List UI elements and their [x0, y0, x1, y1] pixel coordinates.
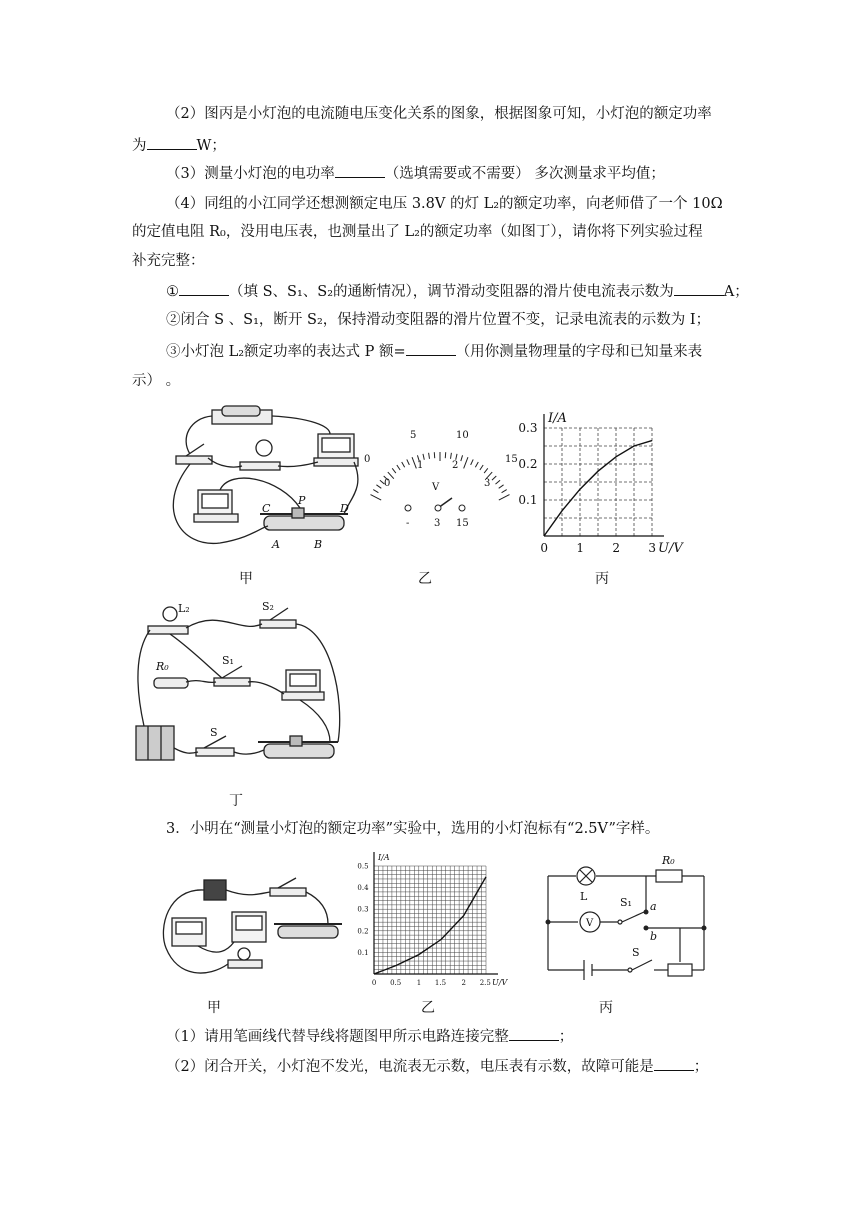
dial-tick	[392, 468, 396, 473]
caption-ding: 丁	[229, 793, 243, 809]
dial-tick	[464, 457, 468, 468]
caption-bing-2: 丙	[599, 1000, 613, 1016]
answer-blank	[509, 1026, 559, 1041]
y-axis-label: I/A	[548, 411, 567, 426]
answer-blank	[654, 1056, 694, 1071]
label-c: C	[262, 502, 271, 515]
p3-q2-text-b: ；	[693, 1059, 709, 1075]
q4-line1: （4）同组的小江同学还想测额定电压 3.8V 的灯 L₂的额定功率，向老师借了一个 10Ω	[166, 196, 723, 212]
schematic-label-s1: S₁	[620, 896, 632, 909]
answer-blank	[147, 135, 197, 150]
data-curve	[374, 877, 486, 974]
dial-tick	[480, 465, 483, 470]
label-s: S	[210, 726, 218, 739]
y-tick-label: 0.5	[357, 862, 369, 871]
step3-text-b: （用你测量物理量的字母和已知量来表	[455, 344, 703, 360]
dial-bottom-tick-2: 2	[452, 460, 459, 471]
label-b: B	[314, 538, 323, 551]
dial-tick	[402, 462, 405, 467]
p3-q1-text-a: （1）请用笔画线代替导线将题图甲所示电路连接完整	[166, 1029, 509, 1045]
p3-q2-text-a: （2）闭合开关，小灯泡不发光，电流表无示数，电压表有示数，故障可能是	[166, 1059, 654, 1075]
label-p: P	[298, 494, 306, 507]
x-tick-label: 0	[371, 979, 377, 987]
circuit-figure-jia	[160, 398, 360, 558]
x-axis-label: U/V	[658, 541, 683, 556]
q2-line1: （2）图丙是小灯泡的电流随电压变化关系的图象，根据图象可知，小灯泡的额定功率	[166, 106, 712, 122]
q4-line3: 补充完整：	[132, 253, 205, 269]
dial-tick	[423, 454, 424, 460]
voltmeter-dial-figure	[360, 420, 520, 540]
dial-tick	[471, 459, 474, 464]
schematic-label-v: V	[586, 918, 594, 929]
dial-tick	[412, 457, 416, 468]
dial-bottom-tick-1: 1	[417, 460, 424, 471]
y-tick-label: 0.3	[518, 421, 538, 436]
label-d: D	[340, 502, 349, 515]
answer-blank	[335, 163, 385, 178]
dial-tick	[495, 480, 500, 484]
step1-text-c: A；	[723, 284, 749, 300]
terminal-3: 3	[434, 518, 441, 529]
dial-tick	[376, 485, 381, 488]
label-l2: L₂	[178, 602, 190, 615]
y-tick-label: 0.2	[518, 457, 538, 472]
q2-text-a: 为	[132, 138, 147, 154]
dial-tick	[371, 495, 382, 500]
x-axis-label: U/V	[492, 978, 508, 987]
dial-top-tick-5: 5	[410, 430, 417, 441]
y-tick-label: 0.3	[357, 905, 369, 914]
dial-tick	[499, 495, 510, 500]
q3-text-a: （3）测量小灯泡的电功率	[166, 166, 335, 182]
label-s1: S₁	[222, 654, 234, 667]
x-tick-label: 3	[648, 541, 657, 555]
circuit-figure-jia-2	[158, 868, 348, 988]
y-axis-label: I/A	[378, 853, 390, 862]
dial-tick	[451, 453, 452, 459]
step1-text-b: （填 S、S₁、S₂的通断情况），调节滑动变阻器的滑片使电流表示数为	[229, 284, 674, 300]
x-tick-label: 0	[540, 541, 549, 555]
caption-yi-2: 乙	[421, 1000, 435, 1016]
step1-text-a: ①	[166, 284, 179, 300]
y-tick-label: 0.1	[357, 948, 369, 957]
caption-jia: 甲	[239, 571, 253, 587]
schematic-label-l: L	[580, 890, 588, 903]
schematic-label-a: a	[650, 900, 657, 913]
dial-tick	[397, 465, 400, 470]
dial-top-tick-0: 0	[364, 454, 371, 465]
x-tick-label: 2	[612, 541, 621, 555]
y-tick-label: 0.1	[518, 493, 538, 508]
caption-bing: 丙	[595, 571, 609, 587]
problem3-title: 3．小明在“测量小灯泡的额定功率”实验中，选用的小灯泡标有“2.5V”字样。	[166, 821, 660, 837]
dial-tick	[502, 490, 507, 493]
step2-line: ②闭合 S 、S₁，断开 S₂，保持滑动变阻器的滑片位置不变，记录电流表的示数为 I；	[166, 312, 711, 328]
dial-tick	[499, 485, 504, 488]
step3-text-a: ③小灯泡 L₂额定功率的表达式 P 额=	[166, 344, 406, 360]
terminal-minus: -	[406, 518, 410, 529]
terminal-15-knob	[459, 505, 465, 511]
circuit-figure-ding	[130, 598, 350, 778]
step3-line2: 示） 。	[132, 373, 181, 389]
x-tick-label: 0.5	[390, 979, 402, 987]
dial-bottom-tick-3: 3	[484, 478, 491, 489]
iu-chart-yi-2	[348, 846, 518, 992]
dial-top-tick-10: 10	[456, 430, 469, 441]
q3-line	[166, 163, 665, 184]
x-tick-label: 1	[576, 541, 585, 555]
p3-q1-text-b: ；	[558, 1029, 574, 1045]
dial-tick	[373, 490, 378, 493]
step3-line	[166, 341, 702, 362]
terminal-3-knob	[435, 505, 441, 511]
y-tick-label: 0.2	[357, 927, 369, 936]
x-tick-label: 1	[416, 979, 422, 987]
schematic-label-b: b	[650, 930, 658, 943]
dial-tick	[492, 476, 496, 480]
answer-blank	[179, 281, 229, 296]
dial-tick	[456, 454, 457, 460]
dial-top-tick-15: 15	[505, 454, 518, 465]
label-r0: R₀	[156, 660, 169, 673]
dial-tick	[429, 453, 430, 459]
answer-blank	[406, 341, 456, 356]
iu-chart-bing	[510, 402, 700, 562]
resistor-r0-symbol	[656, 870, 682, 882]
q2-text-b: W；	[196, 138, 226, 154]
caption-yi: 乙	[418, 571, 432, 587]
rheostat-symbol	[668, 964, 692, 976]
q4-line2: 的定值电阻 R₀，没用电压表，也测量出了 L₂的额定功率（如图丁），请你将下列实验过程	[132, 224, 703, 240]
terminal-15: 15	[456, 518, 469, 529]
terminal-minus-knob	[405, 505, 411, 511]
p3-q1-line	[166, 1026, 573, 1047]
dial-tick	[475, 462, 478, 467]
q3-text-b: （选填需要或不需要） 多次测量求平均值；	[384, 166, 665, 182]
schematic-label-s: S	[632, 946, 640, 959]
dial-tick	[461, 455, 463, 461]
step1-line	[166, 281, 749, 302]
q2-line2	[132, 135, 226, 156]
dial-unit: V	[432, 482, 440, 493]
dial-tick	[407, 459, 410, 464]
dial-tick	[484, 468, 488, 473]
answer-blank	[674, 281, 724, 296]
label-a: A	[272, 538, 280, 551]
schematic-label-r0: R₀	[662, 854, 675, 867]
x-tick-label: 2	[461, 979, 466, 987]
p3-q2-line	[166, 1056, 708, 1077]
dial-bottom-tick-0: 0	[384, 478, 391, 489]
circuit-schematic-bing-2	[540, 852, 720, 982]
x-tick-label: 2.5	[479, 979, 491, 987]
x-tick-label: 1.5	[434, 979, 447, 987]
caption-jia-2: 甲	[207, 1000, 221, 1016]
label-s2: S₂	[262, 600, 274, 613]
y-tick-label: 0.4	[357, 884, 369, 893]
